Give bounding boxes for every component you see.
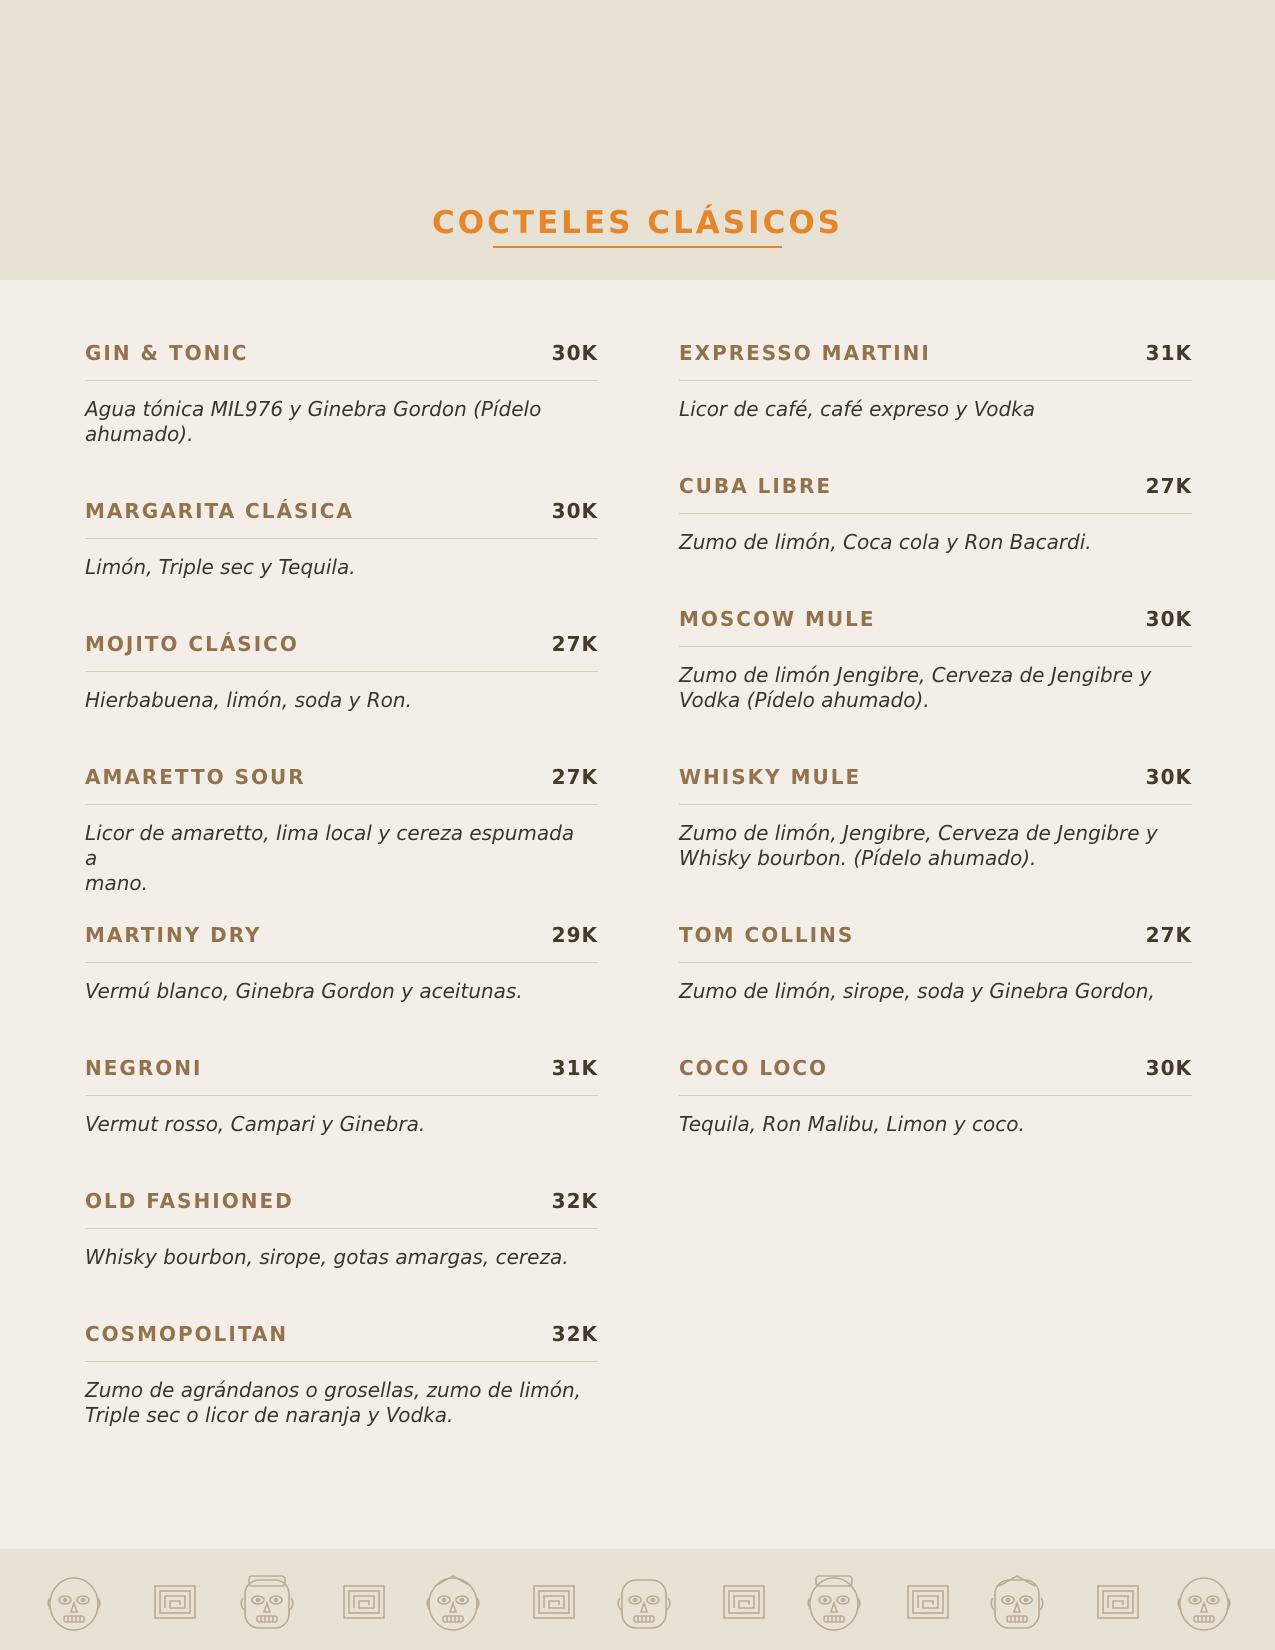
menu-item [85,496,598,580]
menu-item-description: Agua tónica MIL976 y Ginebra Gordon (Pídelo ahumado). [85,397,542,446]
menu-item [85,338,598,447]
menu-item [85,1053,598,1137]
menu-item-price: 27K [551,632,598,656]
menu-item [679,338,1192,422]
mask-icon [802,1570,866,1634]
menu-item-name: MARTINY DRY [85,923,262,947]
menu-item-name: CUBA LIBRE [679,474,833,498]
menu-item-header [679,338,1192,368]
page-title: COCTELES CLÁSICOS [431,205,843,241]
menu-item-header [85,1186,598,1216]
menu-item-name: COSMOPOLITAN [85,1322,289,1346]
menu-item-divider [85,1228,598,1229]
title-underline [493,246,782,248]
mask-icon [42,1570,106,1634]
menu-item-divider [679,380,1192,381]
menu-item-price: 32K [551,1189,598,1213]
menu-item-header [85,338,598,368]
menu-item-divider [85,380,598,381]
menu-item-description: Zumo de limón, sirope, soda y Ginebra Gordon, [679,979,1155,1003]
menu-item [679,920,1192,1004]
menu-item-divider [85,671,598,672]
menu-item-description: Tequila, Ron Malibu, Limon y coco. [679,1112,1025,1136]
greek-key-icon [522,1570,586,1634]
menu-item-name: COCO LOCO [679,1056,829,1080]
menu-item-divider [679,646,1192,647]
menu-item [679,604,1192,713]
menu-item-name: NEGRONI [85,1056,203,1080]
menu-item-header [679,762,1192,792]
menu-item [85,629,598,713]
menu-item-header [679,1053,1192,1083]
menu-item [679,762,1192,871]
menu-item-name: MOJITO CLÁSICO [85,632,299,656]
menu-item [679,1053,1192,1137]
menu-item-description: Licor de café, café expreso y Vodka [679,397,1035,421]
greek-key-icon [712,1570,776,1634]
greek-key-icon [896,1570,960,1634]
menu-item-header [85,1053,598,1083]
menu-item-price: 30K [551,341,598,365]
menu-item-divider [85,962,598,963]
menu-item [85,1319,598,1428]
menu-item-price: 31K [1145,341,1192,365]
menu-item-name: MARGARITA CLÁSICA [85,499,354,523]
menu-item-description: Limón, Triple sec y Tequila. [85,555,356,579]
menu-item-name: AMARETTO SOUR [85,765,306,789]
menu-item-header [85,762,598,792]
menu-item-price: 30K [1145,1056,1192,1080]
mask-icon [421,1570,485,1634]
menu-item-description: Hierbabuena, limón, soda y Ron. [85,688,412,712]
menu-item-name: MOSCOW MULE [679,607,876,631]
menu-item-header [679,920,1192,950]
menu-item-header [85,920,598,950]
menu-item-price: 30K [551,499,598,523]
menu-item-price: 31K [551,1056,598,1080]
greek-key-icon [143,1570,207,1634]
menu-item-description: Zumo de limón Jengibre, Cerveza de Jengibre y Vodka (Pídelo ahumado). [679,663,1152,712]
menu-item-header [679,604,1192,634]
menu-item-name: WHISKY MULE [679,765,862,789]
menu-item-header [679,471,1192,501]
menu-item-name: GIN & TONIC [85,341,249,365]
menu-item-divider [85,538,598,539]
mask-icon [1172,1570,1236,1634]
menu-item-description: Vermut rosso, Campari y Ginebra. [85,1112,426,1136]
menu-item-name: OLD FASHIONED [85,1189,294,1213]
menu-item-header [85,1319,598,1349]
mask-icon [612,1570,676,1634]
menu-item-price: 30K [1145,765,1192,789]
menu-item-divider [679,804,1192,805]
menu-item-divider [85,1095,598,1096]
menu-item [679,471,1192,555]
menu-item-name: EXPRESSO MARTINI [679,341,931,365]
menu-item-description: Whisky bourbon, sirope, gotas amargas, cereza. [85,1245,569,1269]
mask-icon [985,1570,1049,1634]
menu-item-header [85,629,598,659]
menu-item [85,1186,598,1270]
menu-item-price: 30K [1145,607,1192,631]
menu-item-description: Zumo de limón, Jengibre, Cerveza de Jengibre y Whisky bourbon. (Pídelo ahumado). [679,821,1158,870]
menu-item-price: 27K [1145,474,1192,498]
menu-item-name: TOM COLLINS [679,923,855,947]
menu-item-price: 32K [551,1322,598,1346]
greek-key-icon [1086,1570,1150,1634]
menu-item-price: 27K [551,765,598,789]
menu-item-description: Zumo de agrándanos o grosellas, zumo de limón, Triple sec o licor de naranja y Vodka. [85,1378,582,1427]
menu-item [85,762,598,896]
menu-item-divider [679,1095,1192,1096]
menu-item-divider [85,804,598,805]
greek-key-icon [332,1570,396,1634]
menu-item [85,920,598,1004]
menu-item-price: 27K [1145,923,1192,947]
menu-item-price: 29K [551,923,598,947]
menu-item-description: Zumo de limón, Coca cola y Ron Bacardi. [679,530,1092,554]
mask-icon [235,1570,299,1634]
menu-item-divider [679,513,1192,514]
menu-item-description: Vermú blanco, Ginebra Gordon y aceitunas. [85,979,523,1003]
menu-item-divider [85,1361,598,1362]
menu-item-description: Licor de amaretto, lima local y cereza espumada a mano. [85,821,575,895]
menu-item-divider [679,962,1192,963]
menu-item-header [85,496,598,526]
